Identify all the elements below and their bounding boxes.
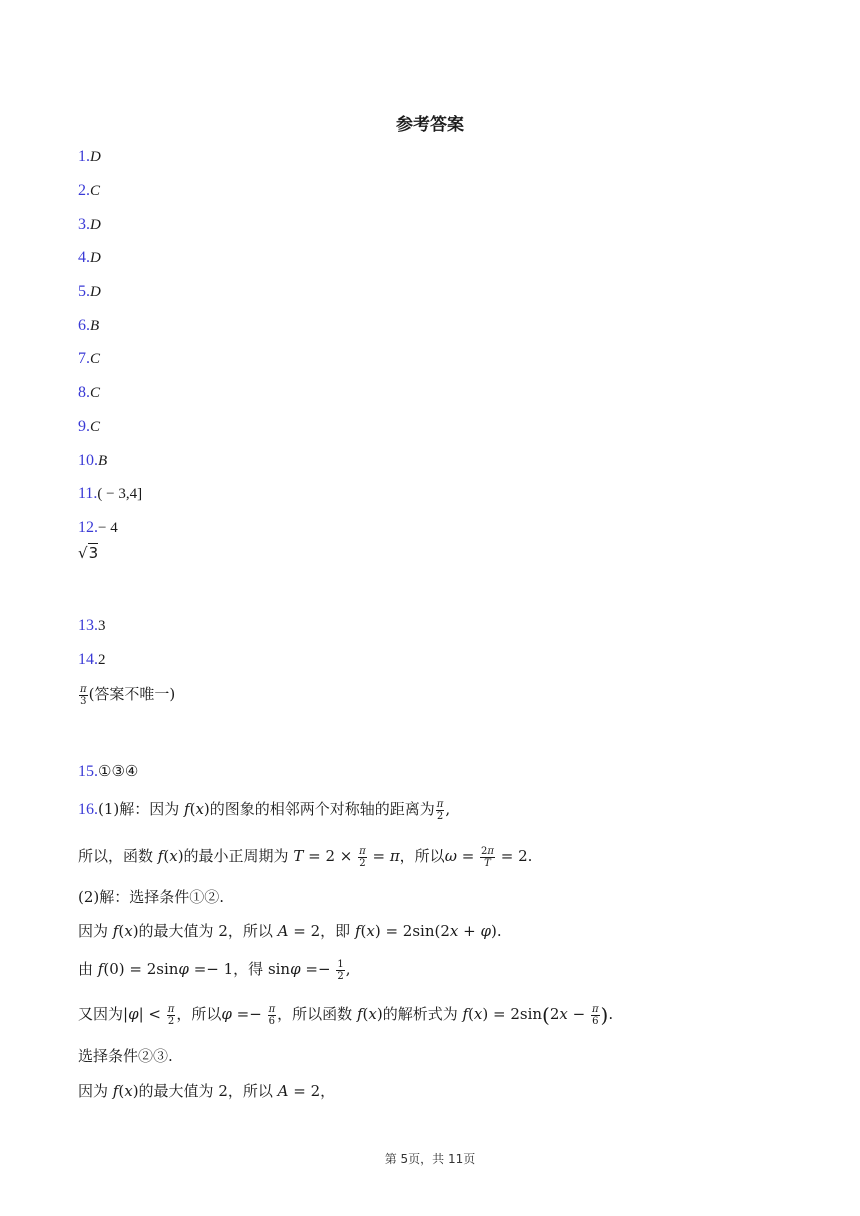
q16-line-1: 16.(1)解：因为 f(x)的图象的相邻两个对称轴的距离为 $\frac{\pi}{2}$ ,: [78, 798, 451, 822]
answer-line-1: [78, 147, 101, 166]
question-number: 4.: [78, 249, 90, 266]
question-number: 13.: [78, 617, 98, 634]
text-span: 的图象的相邻两个对称轴的距离为: [209, 800, 435, 818]
answer-value: 2: [98, 652, 106, 668]
question-number: 6.: [78, 317, 90, 334]
question-number: 15.: [78, 763, 98, 780]
q16-line-2: 所以，函数 f(x)的最小正周期为 T = 2 × $\frac{\pi}{2}$ = π，所以ω = $\frac{2\pi}{T}$ = 2.: [78, 845, 533, 869]
answer-line-2: [78, 181, 100, 200]
question-number: 5.: [78, 283, 90, 300]
answer-line-11: [78, 484, 142, 503]
answer-value: C: [90, 183, 101, 199]
answer-value: 3: [98, 618, 106, 634]
answer-line-12: [78, 518, 118, 537]
text-span: 因为: [78, 1082, 109, 1100]
question-number: 10.: [78, 452, 98, 469]
q16-line-6: 又因为|φ| < $\frac{\pi}{2}$ ，所以φ =− $\frac{\pi}{6}$ ，所以函数 f(x)的解析式为 f(x) = 2sin(2x − $\frac{\pi}{6}$ ).: [78, 1003, 614, 1027]
answer-line-9: [78, 417, 100, 436]
q16-line-5: 由 f(0) = 2sinφ =− 1，得 sinφ =− $\frac{1}{2}$ ,: [78, 958, 351, 982]
answer-line-10: [78, 451, 107, 470]
answer-line-14: [78, 650, 106, 669]
answer-value: ( − 3,4]: [97, 486, 143, 502]
q16-line-7: 选择条件②③.: [78, 1047, 173, 1065]
answer-line-5: [78, 282, 101, 301]
answer-value: D: [90, 284, 101, 300]
question-number: 16.: [78, 801, 98, 818]
q16-line-8: 因为 f(x)的最大值为 2，所以 A = 2，: [78, 1082, 336, 1100]
answer-12-sqrt: √3: [78, 544, 99, 562]
question-number: 3.: [78, 216, 90, 233]
answer-line-7: [78, 349, 100, 368]
question-number: 9.: [78, 418, 90, 435]
answer-value: ①③④: [98, 764, 139, 780]
answer-value: D: [90, 217, 101, 233]
text-span: 又因为: [78, 1005, 124, 1023]
question-number: 8.: [78, 384, 90, 401]
page-footer: 第 5页，共 11页: [384, 1152, 476, 1166]
answer-value: B: [98, 453, 108, 469]
answer-value: C: [90, 419, 101, 435]
answer-value: − 4: [98, 520, 118, 536]
text-span: ，所以: [399, 847, 445, 865]
answer-line-8: [78, 383, 100, 402]
answer-value: C: [90, 351, 101, 367]
text-span: 的最大值为 2，所以: [138, 922, 273, 940]
text-span: 的最大值为 2，所以: [138, 1082, 273, 1100]
text-span: ，: [320, 1082, 336, 1100]
text-span: 因为: [78, 922, 109, 940]
text-span: ，所以函数: [277, 1005, 353, 1023]
text-span: 所以，函数: [78, 847, 154, 865]
text-span: ，即: [320, 922, 351, 940]
answer-value: D: [90, 149, 101, 165]
text-span: ，得: [233, 960, 264, 978]
q16-line-3: (2)解：选择条件①②.: [78, 888, 225, 906]
answer-line-6: [78, 316, 99, 335]
answer-line-13: [78, 616, 106, 635]
answer-note: (答案不唯一): [88, 685, 176, 703]
question-number: 1.: [78, 148, 90, 165]
text-span: 由: [78, 960, 94, 978]
text-span: (1)解：因为: [98, 800, 180, 818]
answer-14-extra: $\frac{\pi}{3}$ (答案不唯一): [80, 683, 176, 707]
answer-line-4: [78, 248, 101, 267]
answer-value: B: [90, 318, 100, 334]
text-span: 的解析式为: [382, 1005, 458, 1023]
question-number: 11.: [78, 485, 98, 502]
sqrt-radicand: 3: [88, 544, 99, 562]
question-number: 2.: [78, 182, 90, 199]
question-number: 12.: [78, 519, 98, 536]
answer-line-3: [78, 215, 101, 234]
answer-line-15: [78, 762, 138, 781]
question-number: 7.: [78, 350, 90, 367]
q16-line-4: 因为 f(x)的最大值为 2，所以 A = 2，即 f(x) = 2sin(2x + φ).: [78, 922, 502, 940]
page-title: 参考答案: [396, 115, 464, 135]
text-span: 的最小正周期为: [183, 847, 289, 865]
answer-value: C: [90, 385, 101, 401]
answer-value: D: [90, 250, 101, 266]
text-span: ，所以: [176, 1005, 222, 1023]
question-number: 14.: [78, 651, 98, 668]
